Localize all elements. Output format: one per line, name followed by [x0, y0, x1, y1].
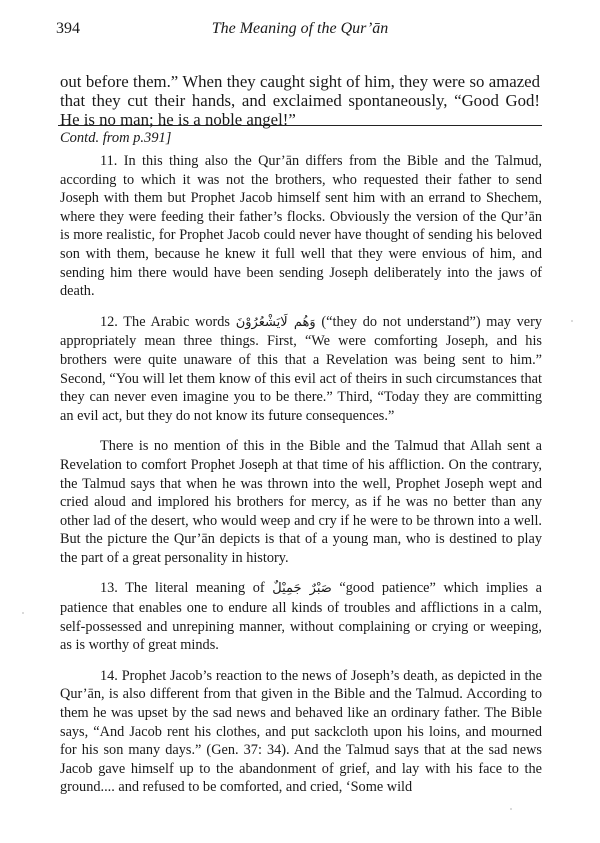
page-header: [56, 20, 544, 42]
note-12: [60, 313, 542, 426]
running-title: The Meaning of the Qur’ān: [211, 20, 389, 37]
note-12-body: (“they do not understand”) may very appropriately mean three things. First, “We were comforting Joseph, and his brothers were quite unaware of this that a Revelation was being sent to him.” Second, “You will let them know of this evil act of theirs in such circumstances that they can never even imagine you to be there.” Third, “Today they are committing an evil act, but they do not know its future consequences.”: [60, 313, 542, 424]
note-11: 11. In this thing also the Qur’ān differs from the Bible and the Talmud, according to which it was not the brothers, who requested their father to send Joseph with them but Prophet Jacob himself sent him with an errand to Shechem, where they were feeding their father’s flocks. Obviously the version of the Qur’ān is more realistic, for Prophet Jacob could never have thought of sending his beloved son with them, because he knew it full well that they were envious of him, and sending him there would have been sending Joseph deliberately into the jaws of death.: [60, 153, 542, 300]
continuation-note: Contd. from p.391]: [60, 130, 172, 146]
note-12-lead: 12. The Arabic words: [100, 313, 230, 330]
note-13: [60, 579, 542, 654]
scan-speck: [22, 612, 24, 614]
verse-text: out before them.” When they caught sight of him, they were so amazed that they cut their hands, and exclaimed spontaneously, “Good God! He is no man; he is a noble angel!”: [60, 71, 540, 129]
section-divider: [58, 125, 542, 126]
scan-speck: [510, 808, 512, 810]
scan-speck: [571, 320, 573, 322]
commentary-notes: [60, 152, 542, 809]
arabic-phrase: وَهُم لَايَشْعُرُوْنَ: [235, 314, 316, 330]
page-number: 394: [56, 20, 80, 37]
note-13-body: “good patience” which implies a patience that enables one to endure all kinds of troubles and afflictions in a calm, self-possessed and unrepining manner, without complaining or crying or weeping, as is worthy of great minds.: [60, 580, 542, 654]
note-13-lead: 13. The literal meaning of: [100, 580, 265, 597]
note-14: 14. Prophet Jacob’s reaction to the news of Joseph’s death, as depicted in the Qur’ān, is also different from that given in the Bible and the Talmud. According to them he was upset by the sad news and behaved like an ordinary father. The Bible says, “And Jacob rent his clothes, and put sackcloth upon his loins, and mourned for his son many days.” (Gen. 37: 34). And the Talmud says that at the sad news Jacob gave himself up to the abandonment of grief, and lay with his face to the ground.... and refused to be comforted, and cried, ‘Some wild: [60, 667, 542, 796]
arabic-phrase: صَبْرٌ جَمِيْلٌ: [272, 581, 332, 597]
note-12-continued: There is no mention of this in the Bible and the Talmud that Allah sent a Revelation to comfort Prophet Joseph at that time of his affliction. On the contrary, the Talmud says that when he was thrown into the well, Prophet Joseph wept and cried aloud and implored his brothers for mercy, as if he was no better than any other lad of the desert, who would weep and cry if he were to be thrown into a well. But the picture the Qur’ān depicts is that of a young man, who is destined to play the part of a great personality in history.: [60, 438, 542, 566]
